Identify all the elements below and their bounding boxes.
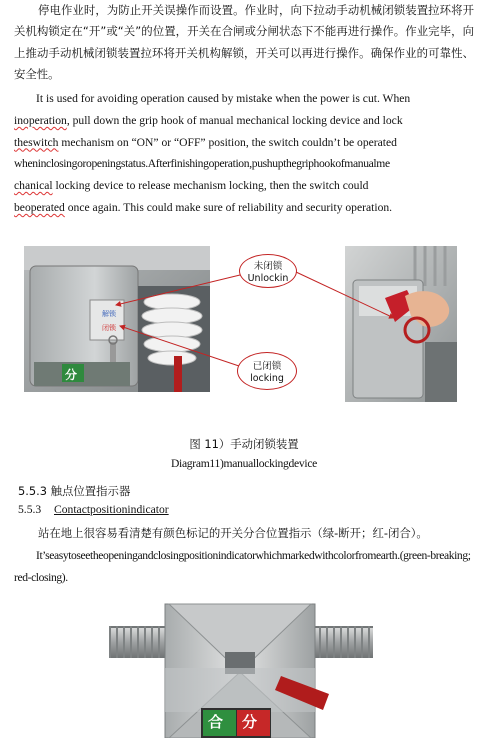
english-paragraph-2: It’seasytoseetheopeningandclosingpositionindicatorwhichmarkedwithcolorfromearth.(green-breaking;red-closing). [14, 549, 471, 584]
en-line-2: inoperation, pull down the grip hook of manual mechanical locking device and lock [14, 113, 403, 127]
callout-unlocked: 未闭锁 Unlockin [239, 254, 297, 288]
section-heading-en: 5.5.3 Contactpositionindicator [18, 503, 169, 516]
callout-locked: 已闭锁 locking [237, 352, 297, 390]
en-line-1: It is used for avoiding operation caused by mistake when the power is cut. When [36, 92, 411, 105]
chinese-paragraph-2: 站在地上很容易看清楚有颜色标记的开关分合位置指示（绿-断开；红-闭合）。 [38, 526, 428, 540]
en-line-3: theswitch mechanism on “ON” or “OFF” position, the switch couldn’t be operated [14, 135, 397, 149]
english-paragraph-1 [14, 88, 472, 219]
en-line-6: beoperated once again. This could make sure of reliability and security operation. [14, 200, 393, 214]
chinese-paragraph-1: 停电作业时，为防止开关误操作而设置。作业时，向下拉动手动机械闭锁装置拉环将开关机构锁定在“开”或“关”的位置，开关在合闸或分闸状态下不能再进行操作。作业完毕，向上推动手动机械闭锁装置拉环将开关机构解锁，开关可以再进行操作。确保作业的可靠性、安全性。 [14, 3, 474, 81]
figure-caption-en: Diagram11)manuallockingdevice [170, 457, 318, 470]
fen-label-bottom: 分 [242, 713, 258, 731]
position-indicator-photo [109, 598, 373, 738]
en-line-5: chanical locking device to release mechanism locking, then the switch could [14, 179, 369, 193]
he-label: 合 [208, 713, 224, 731]
lock-label: 闭锁 [102, 324, 116, 332]
figure-caption-zh: 图 11）手动闭锁装置 [189, 437, 299, 451]
fen-label-left: 分 [65, 368, 78, 382]
locking-device-photo-right [345, 246, 457, 402]
locking-device-photo-left [24, 246, 210, 392]
unlock-label: 解锁 [102, 310, 116, 318]
en-line-4: wheninclosingoropeningstatus.Afterfinishingoperation,pushupthegriphookofmanualme [14, 157, 390, 171]
section-heading-zh: 5.5.3 触点位置指示器 [18, 484, 131, 498]
